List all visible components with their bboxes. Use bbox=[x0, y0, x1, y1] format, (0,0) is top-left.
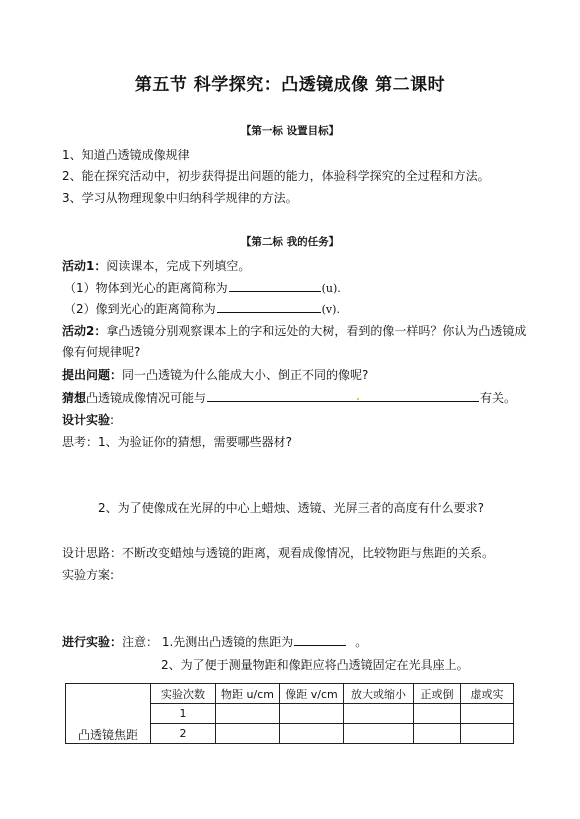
design-label: 设计实验 bbox=[62, 413, 111, 427]
activity-2-text-2: 像有何规律呢? bbox=[62, 345, 141, 359]
guess-label: 猜想 bbox=[62, 391, 87, 405]
design-colon: : bbox=[110, 413, 115, 427]
fill-1-blank[interactable] bbox=[229, 281, 321, 292]
header-object-distance: 物距 u/cm bbox=[216, 684, 280, 704]
header-real-virtual: 虚或实 bbox=[461, 684, 514, 704]
conduct-note: 注意： 1.先测出凸透镜的焦距为 bbox=[122, 635, 294, 649]
table-cell[interactable] bbox=[414, 704, 461, 724]
activity-1-text: 阅读课本，完成下列填空。 bbox=[106, 259, 251, 273]
note-2: 2、为了便于测量物距和像距应将凸透镜固定在光具座上。 bbox=[161, 658, 469, 672]
question bbox=[62, 366, 368, 383]
table-header-row bbox=[66, 684, 514, 704]
table-cell[interactable] bbox=[280, 704, 344, 724]
header-orientation: 正或倒 bbox=[414, 684, 461, 704]
conduct-experiment bbox=[62, 633, 367, 650]
fill-1-prefix: （1）物体到光心的距离简称为 bbox=[64, 281, 228, 295]
page-title: 第五节 科学探究：凸透镜成像 第二课时 bbox=[134, 75, 446, 95]
focal-length-blank[interactable] bbox=[294, 635, 346, 646]
think-2: 2、为了使像成在光屏的中心上蜡烛、透镜、光屏三者的高度有什么要求? bbox=[98, 501, 485, 515]
fill-1-suffix: (u). bbox=[321, 282, 341, 295]
goal-item-2: 2、能在探究活动中，初步获得提出问题的能力，体验科学探究的全过程和方法。 bbox=[62, 169, 490, 183]
question-label: 提出问题： bbox=[62, 368, 123, 382]
fill-2-suffix: (v). bbox=[321, 303, 340, 316]
activity-2-text-1: 拿凸透镜分别观察课本上的字和远处的大树，看到的像一样吗？你认为凸透镜成 bbox=[106, 324, 527, 338]
fill-object-distance bbox=[64, 279, 341, 296]
table-cell[interactable] bbox=[461, 724, 514, 744]
goal-item-3: 3、学习从物理现象中归纳科学规律的方法。 bbox=[62, 191, 298, 205]
trial-number: 2 bbox=[151, 724, 216, 744]
header-trial: 实验次数 bbox=[151, 684, 216, 704]
design-idea: 设计思路：不断改变蜡烛与透镜的距离，观看成像情况，比较物距与焦距的关系。 bbox=[62, 546, 495, 560]
activity-2-label: 活动2： bbox=[62, 324, 107, 338]
trial-number: 1 bbox=[151, 704, 216, 724]
activity-1-label: 活动1： bbox=[62, 259, 107, 273]
guess-text: 凸透镜成像情况可能与 bbox=[86, 391, 207, 405]
table-cell[interactable] bbox=[414, 724, 461, 744]
section-2-heading: 【第二标 我的任务】 bbox=[240, 236, 340, 248]
experiment-plan: 实验方案: bbox=[62, 568, 115, 582]
results-table bbox=[65, 683, 514, 744]
section-1-heading: 【第一标 设置目标】 bbox=[240, 125, 340, 137]
table-cell[interactable] bbox=[344, 724, 414, 744]
activity-1 bbox=[62, 257, 250, 274]
guess bbox=[62, 389, 516, 406]
question-text: 同一凸透镜为什么能成大小、倒正不同的像呢? bbox=[122, 368, 369, 382]
conduct-end: 。 bbox=[355, 635, 368, 649]
table-cell[interactable] bbox=[280, 724, 344, 744]
design bbox=[62, 411, 114, 428]
fill-2-blank[interactable] bbox=[217, 302, 321, 313]
table-cell[interactable] bbox=[461, 704, 514, 724]
mark-dot bbox=[357, 398, 359, 400]
header-image-distance: 像距 v/cm bbox=[280, 684, 344, 704]
table-cell[interactable] bbox=[216, 704, 280, 724]
header-size: 放大或缩小 bbox=[344, 684, 414, 704]
guess-blank[interactable] bbox=[207, 391, 479, 402]
table-cell[interactable] bbox=[216, 724, 280, 744]
goal-item-1: 1、知道凸透镜成像规律 bbox=[62, 148, 190, 162]
fill-image-distance bbox=[64, 300, 340, 317]
activity-2 bbox=[62, 322, 526, 339]
conduct-label: 进行实验： bbox=[62, 635, 123, 649]
guess-suffix: 有关。 bbox=[480, 391, 517, 405]
think-1: 思考：1、为验证你的猜想，需要哪些器材? bbox=[62, 435, 293, 449]
fill-2-prefix: （2）像到光心的距离简称为 bbox=[64, 302, 216, 316]
row-header-focal: 凸透镜焦距 bbox=[66, 684, 151, 744]
table-cell[interactable] bbox=[344, 704, 414, 724]
